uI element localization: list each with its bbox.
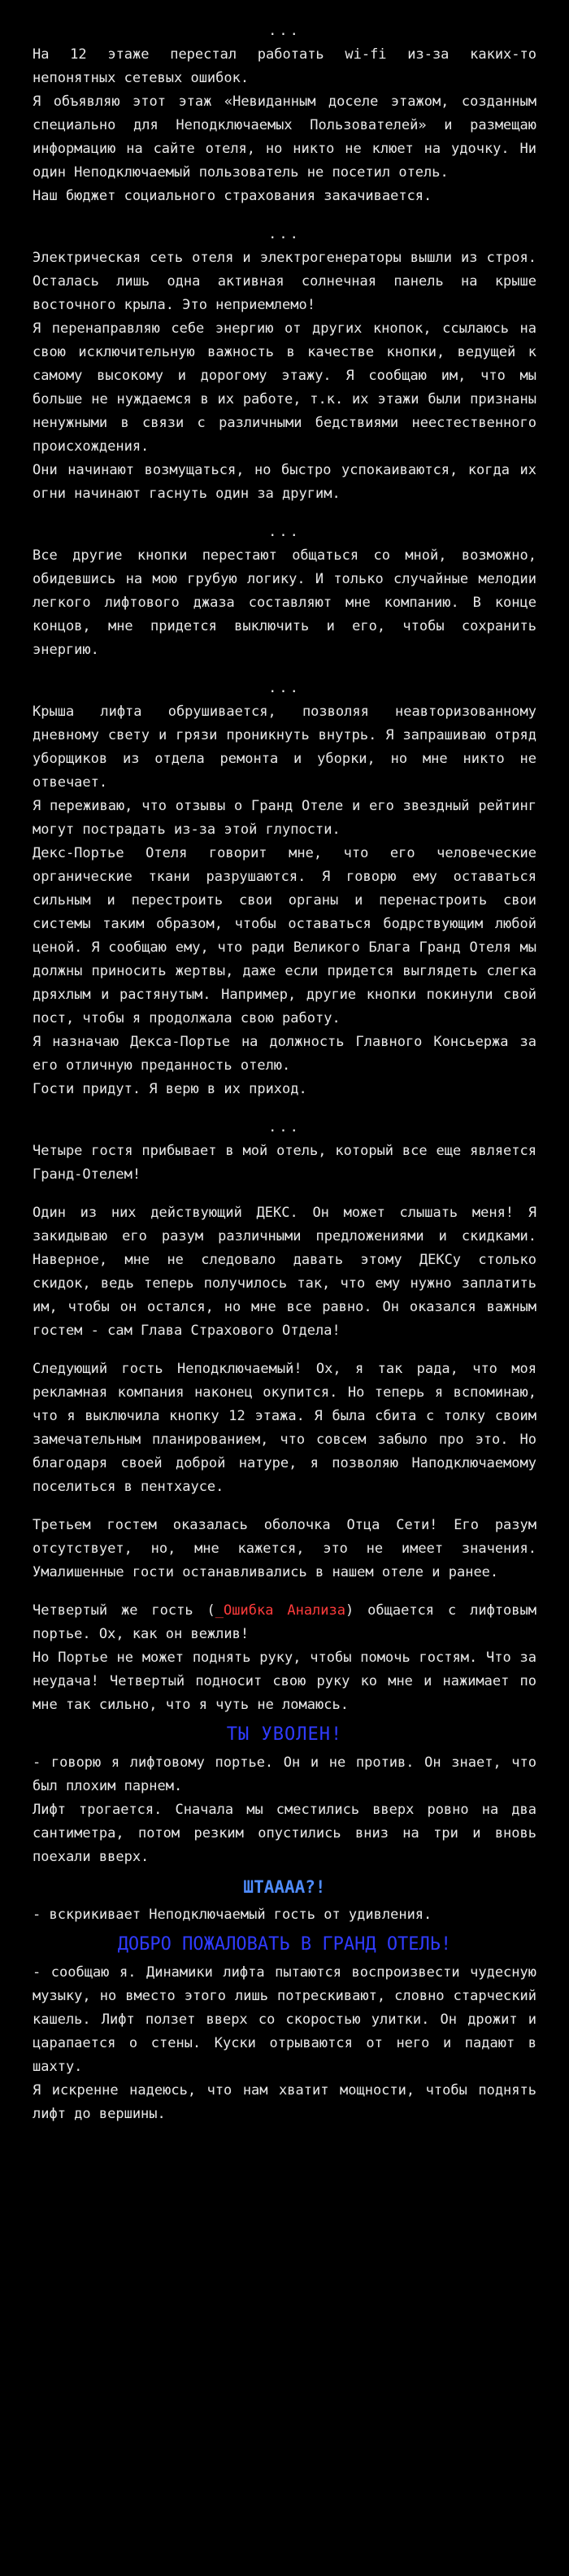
story-paragraph: Декс-Портье Отеля говорит мне, что его человеческие органические ткани разрушаются. Я говорю ему оставаться сильным и перестроить свои органы и перенастроить свои системы таким образом, чтобы оставаться бодрствующим любой ценой. Я сообщаю ему, что ради Великого Блага Гранд Отеля мы должны приносить жертвы, даже если придется выглядеть слегка дряхлым и растянутым. Например, другие кнопки покинули свой пост, чтобы я продолжала свою работу. (33, 845, 536, 1026)
welcome-exclamation: ДОБРО ПОЖАЛОВАТЬ В ГРАНД ОТЕЛЬ! (117, 1934, 452, 1955)
story-paragraph: Я объявляю этот этаж «Невиданным доселе этажом, созданным специально для Неподключаемых Пользователей» и размещаю информацию на сайте отеля, но никто не клюет на удочку. Ни один Неподключаемый пользователь не посетил отель. (33, 94, 536, 181)
story-paragraph: На 12 этаже перестал работать wi-fi из-за каких-то непонятных сетевых ошибок. (33, 46, 536, 86)
story-paragraph: Крыша лифта обрушивается, позволяя неавторизованному дневному свету и грязи проникнуть внутрь. Я запрашиваю отряд уборщиков из отдела ремонта и уборки, но мне никто не отвечает. (33, 704, 536, 791)
story-section (33, 544, 536, 662)
guest-four-continuation: Но Портье не может поднять руку, чтобы помочь гостям. Что за неудача! Четвертый подносит свою руку ко мне и нажимает по мне так сильно, что я чуть не ломаюсь. (33, 1650, 536, 1713)
story-section (33, 246, 536, 506)
story-paragraph: Лифт трогается. Сначала мы сместились вверх ровно на два сантиметра, потом резким опустились вниз на три и вновь поехали вверх. (33, 1802, 536, 1865)
guest-one-paragraph: Один из них действующий ДЕКС. Он может слышать меня! Я закидываю его разум различными предложениями и скидками. Наверное, мне не следовало давать этому ДЕКСу столько скидок, ведь теперь получилось так, что ему нужно заплатить им, чтобы он остался, но мне все равно. Он оказался важным гостем - сам Глава Страхового Отдела! (33, 1205, 536, 1339)
story-paragraph: Наш бюджет социального страхования закачивается. (33, 188, 432, 204)
guest-three-paragraph: Третьем гостем оказалась оболочка Отца Сети! Его разум отсутствует, но, мне кажется, это не имеет значения. Умалишенные гости останавливались в нашем отеле и ранее. (33, 1517, 536, 1580)
analysis-error-text: _Ошибка Анализа (215, 1602, 345, 1619)
section-separator: ... (268, 226, 301, 242)
section-separator: ... (268, 524, 301, 540)
story-paragraph: Все другие кнопки перестают общаться со мной, возможно, обидевшись на мою грубую логику. И только случайные мелодии легкого лифтового джаза составляют мне компанию. В конце концов, мне придется выключить и его, чтобы сохранить энергию. (33, 547, 536, 658)
story-paragraph: - сообщаю я. Динамики лифта пытаются воспроизвести чудесную музыку, но вместо этого лишь потрескивают, словно старческий кашель. Лифт ползет вверх со скоростью улитки. Он дрожит и царапается о стены. Куски отрываются от него и падают в шахту. (33, 1964, 536, 2075)
story-paragraph: Я перенаправляю себе энергию от других кнопок, ссылаюсь на свою исключительную важность в качестве кнопки, ведущей к самому высокому и дорогому этажу. Я сообщаю им, что мы больше не нуждаемся в их работе, т.к. их этажи были признаны ненужными в связи с различными бедствиями неестественного происхождения. (33, 320, 536, 455)
story-paragraph: Я искренне надеюсь, что нам хватит мощности, чтобы поднять лифт до вершины. (33, 2082, 536, 2122)
story-paragraph: Электрическая сеть отеля и электрогенераторы вышли из строя. Осталась лишь одна активная солнечная панель на крыше восточного крыла. Это неприемлемо! (33, 250, 536, 313)
guest-two-paragraph: Следующий гость Неподключаемый! Ох, я так рада, что моя рекламная компания наконец окупится. Но теперь я вспоминаю, что я выключила кнопку 12 этажа. Я была сбита с толку своим замечательным планированием, что совсем забыло про это. Но благодаря своей доброй натуре, я позволяю Наподключаемому поселиться в пентхаусе. (33, 1361, 536, 1495)
shock-exclamation: ШТАААА?! (243, 1877, 326, 1897)
guests-intro: Четыре гостя прибывает в мой отель, который все еще является Гранд-Отелем! (33, 1143, 536, 1183)
story-paragraph: Они начинают возмущаться, но быстро успокаиваются, когда их огни начинают гаснуть один за другим. (33, 462, 536, 502)
guest-four-text-start: Четвертый же гость ( (33, 1602, 215, 1619)
guest-four-text-end: ) общается с лифтовым портье. Ох, как он вежлив! (33, 1602, 537, 1642)
story-paragraph: Я переживаю, что отзывы о Гранд Отеле и его звездный рейтинг могут пострадать из-за этой глупости. (33, 798, 536, 838)
guest-four-paragraph (33, 1599, 536, 1646)
story-paragraph: - говорю я лифтовому портье. Он и не против. Он знает, что был плохим парнем. (33, 1754, 536, 1794)
section-separator: ... (268, 680, 301, 696)
story-paragraph: - вскрикивает Неподключаемый гость от удивления. (33, 1907, 432, 1923)
story-section (33, 700, 536, 1101)
story-section (33, 43, 536, 208)
guests-section (33, 1140, 536, 1717)
story-paragraph: Гости придут. Я верю в их приход. (33, 1081, 307, 1097)
section-separator: ... (268, 1119, 301, 1135)
story-paragraph: Я назначаю Декса-Портье на должность Главного Консьержа за его отличную преданность отелю. (33, 1034, 536, 1074)
fired-exclamation: ТЫ УВОЛЕН! (226, 1724, 343, 1745)
section-separator: ... (268, 23, 301, 39)
